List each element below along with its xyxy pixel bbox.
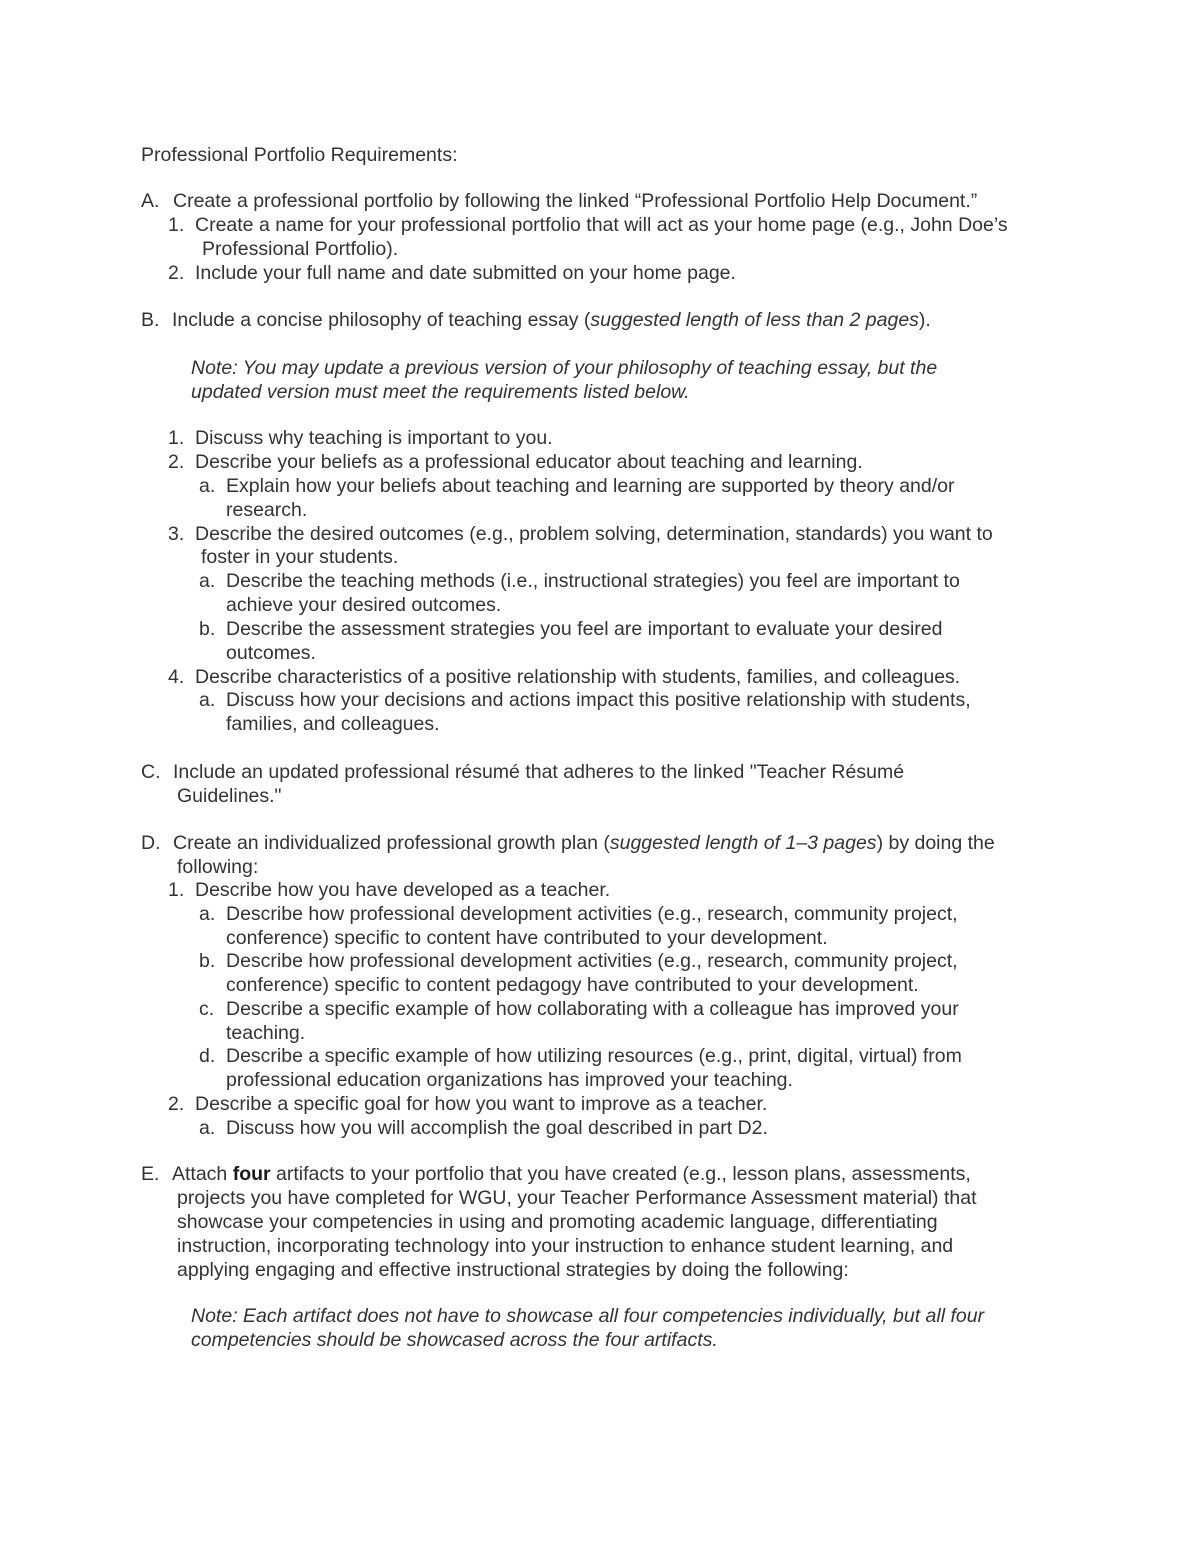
b2a-marker: a. — [199, 475, 216, 497]
b1-marker: 1. — [168, 427, 185, 449]
section-e-marker: E. — [141, 1163, 160, 1185]
d2a-line1: Discuss how you will accomplish the goal described in part D2. — [226, 1117, 768, 1139]
section-e-line3: showcase your competencies in using and promoting academic language, differentiating — [177, 1211, 938, 1233]
section-e-line4: instruction, incorporating technology into your instruction to enhance student learning, and — [177, 1235, 954, 1257]
document-title: Professional Portfolio Requirements: — [141, 144, 458, 166]
d1-line1: Describe how you have developed as a teacher. — [195, 879, 611, 901]
b3-marker: 3. — [168, 523, 185, 545]
b3b-line2: outcomes. — [226, 642, 316, 664]
d2-marker: 2. — [168, 1093, 185, 1115]
b3-line1: Describe the desired outcomes (e.g., problem solving, determination, standards) you want to — [195, 523, 993, 545]
d1d-line2: professional education organizations has improved your teaching. — [226, 1069, 793, 1091]
a2-marker: 2. — [168, 262, 185, 284]
b3a-marker: a. — [199, 570, 216, 592]
d1c-marker: c. — [199, 998, 215, 1020]
section-e-line2: projects you have completed for WGU, your Teacher Performance Assessment material) that — [177, 1187, 977, 1209]
section-c-line1: Include an updated professional résumé that adheres to the linked "Teacher Résumé — [173, 761, 905, 783]
b4a-line1: Discuss how your decisions and actions impact this positive relationship with students, — [226, 689, 971, 711]
b3-line2: foster in your students. — [201, 546, 399, 568]
d1c-line1: Describe a specific example of how collaborating with a colleague has improved your — [226, 998, 959, 1020]
b3b-marker: b. — [199, 618, 216, 640]
b3a-line2: achieve your desired outcomes. — [226, 594, 502, 616]
section-c-marker: C. — [141, 761, 161, 783]
d1d-line1: Describe a specific example of how utilizing resources (e.g., print, digital, virtual) from — [226, 1045, 962, 1067]
b2a-line2: research. — [226, 499, 308, 521]
d1a-line1: Describe how professional development activities (e.g., research, community project, — [226, 903, 958, 925]
a1-line2: Professional Portfolio). — [202, 238, 399, 260]
b4a-marker: a. — [199, 689, 216, 711]
b4-marker: 4. — [168, 666, 185, 688]
section-e-line5: applying engaging and effective instructional strategies by doing the following: — [177, 1259, 849, 1281]
section-e-note-line1: Note: Each artifact does not have to showcase all four competencies individually, but all four — [191, 1305, 985, 1327]
a1-line1: Create a name for your professional portfolio that will act as your home page (e.g., John Doe’s — [195, 214, 1008, 236]
d1c-line2: teaching. — [226, 1022, 306, 1044]
d1b-marker: b. — [199, 950, 216, 972]
section-b-marker: B. — [141, 309, 160, 331]
b3b-line1: Describe the assessment strategies you feel are important to evaluate your desired — [226, 618, 943, 640]
d1b-line1: Describe how professional development activities (e.g., research, community project, — [226, 950, 958, 972]
section-b-text: Include a concise philosophy of teaching essay (suggested length of less than 2 pages). — [172, 309, 931, 331]
section-e-line1: Attach four artifacts to your portfolio that you have created (e.g., lesson plans, assessments, — [172, 1163, 971, 1185]
d1-marker: 1. — [168, 879, 185, 901]
section-d-marker: D. — [141, 832, 161, 854]
b4a-line2: families, and colleagues. — [226, 713, 440, 735]
d1a-line2: conference) specific to content have contributed to your development. — [226, 927, 828, 949]
b2-line1: Describe your beliefs as a professional educator about teaching and learning. — [195, 451, 863, 473]
b2a-line1: Explain how your beliefs about teaching and learning are supported by theory and/or — [226, 475, 955, 497]
section-d-line1: Create an individualized professional growth plan (suggested length of 1–3 pages) by doing the — [173, 832, 995, 854]
b3a-line1: Describe the teaching methods (i.e., instructional strategies) you feel are important to — [226, 570, 960, 592]
section-e-note-line2: competencies should be showcased across the four artifacts. — [191, 1329, 718, 1351]
b4-line1: Describe characteristics of a positive relationship with students, families, and colleagues. — [195, 666, 961, 688]
b2-marker: 2. — [168, 451, 185, 473]
section-b-note-line2: updated version must meet the requirements listed below. — [191, 381, 690, 403]
section-a-marker: A. — [141, 190, 160, 212]
a2-line1: Include your full name and date submitted on your home page. — [195, 262, 736, 284]
section-d-line2: following: — [177, 856, 259, 878]
a1-marker: 1. — [168, 214, 185, 236]
d2a-marker: a. — [199, 1117, 216, 1139]
d1a-marker: a. — [199, 903, 216, 925]
section-b-note-line1: Note: You may update a previous version of your philosophy of teaching essay, but the — [191, 357, 938, 379]
d1b-line2: conference) specific to content pedagogy have contributed to your development. — [226, 974, 919, 996]
d2-line1: Describe a specific goal for how you want to improve as a teacher. — [195, 1093, 768, 1115]
b1-line1: Discuss why teaching is important to you. — [195, 427, 553, 449]
section-a-text: Create a professional portfolio by following the linked “Professional Portfolio Help Document.” — [173, 190, 978, 212]
d1d-marker: d. — [199, 1045, 216, 1067]
section-c-line2: Guidelines." — [177, 785, 282, 807]
